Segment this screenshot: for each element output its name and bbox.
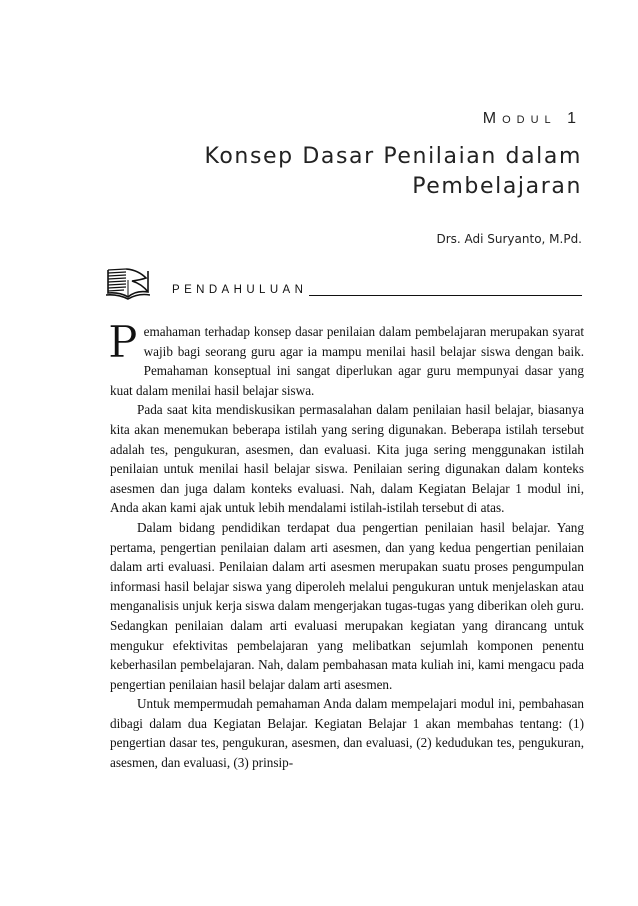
section-heading: [172, 280, 582, 296]
paragraph-3: Dalam bidang pendidikan terdapat dua pengertian penilaian hasil belajar. Yang pertama, pengertian penilaian dalam arti asesmen, dan yang kedua pengertian penilaian dalam arti evaluasi. Penilaian dalam arti asesmen merupakan suatu proses pengumpulan informasi hasil belajar siswa yang diperoleh melalui pengukuran untuk menjelaskan atau menganalisis unjuk kerja siswa dalam mengerjakan tugas-tugas yang diberikan oleh guru. Sedangkan penilaian dalam arti evaluasi merupakan kegiatan yang dirancang untuk mengukur efektivitas pembelajaran yang melibatkan sejumlah komponen penentu keberhasilan pembelajaran. Nah, dalam pembahasan mata kuliah ini, kami mengacu pada pengertian penilaian hasil belajar dalam arti asesmen.: [110, 519, 584, 692]
chapter-title-line-2: Pembelajaran: [412, 174, 582, 199]
module-number: Modul 1: [482, 110, 582, 127]
section-heading-rule: [309, 295, 582, 296]
body-text: [108, 317, 584, 773]
chapter-title-line-1: Konsep Dasar Penilaian dalam: [204, 144, 582, 169]
paragraph-1: [108, 317, 584, 400]
chapter-title: [162, 142, 582, 202]
paragraph-4: Untuk mempermudah pemahaman Anda dalam mempelajari modul ini, pembahasan dibagi dalam dua Kegiatan Belajar. Kegiatan Belajar 1 akan membahas tentang: (1) pengertian dasar tes, pengukuran, asesmen, dan evaluasi, (2) kedudukan tes, pengukuran, asesmen, dan evaluasi, (3) prinsip-: [110, 696, 584, 771]
paragraph-2: Pada saat kita mendiskusikan permasalahan dalam penilaian hasil belajar, biasanya kita akan menemukan beberapa istilah yang sering digunakan. Beberapa istilah tersebut adalah tes, pengukuran, asesmen, dan evaluasi. Kita juga sering menggunakan istilah penilaian untuk menilai hasil belajar siswa. Penilaian sering digunakan dalam konteks asesmen dan juga dalam konteks evaluasi. Nah, dalam Kegiatan Belajar 1 modul ini, Anda akan kami ajak untuk lebih mendalami istilah-istilah tersebut di atas.: [110, 402, 584, 516]
open-book-icon: [106, 266, 150, 300]
drop-cap: P: [108, 317, 138, 368]
section-heading-label: PENDAHULUAN: [172, 284, 308, 296]
paragraph-1-text: emahaman terhadap konsep dasar penilaian dalam pembelajaran merupakan syarat wajib bagi seorang guru agar ia mampu menilai hasil belajar siswa dengan baik. Pemahaman konseptual ini sangat diperlukan agar guru mempunyai dasar yang kuat dalam menilai hasil belajar siswa.: [110, 324, 584, 398]
author-name: Drs. Adi Suryanto, M.Pd.: [436, 232, 582, 246]
